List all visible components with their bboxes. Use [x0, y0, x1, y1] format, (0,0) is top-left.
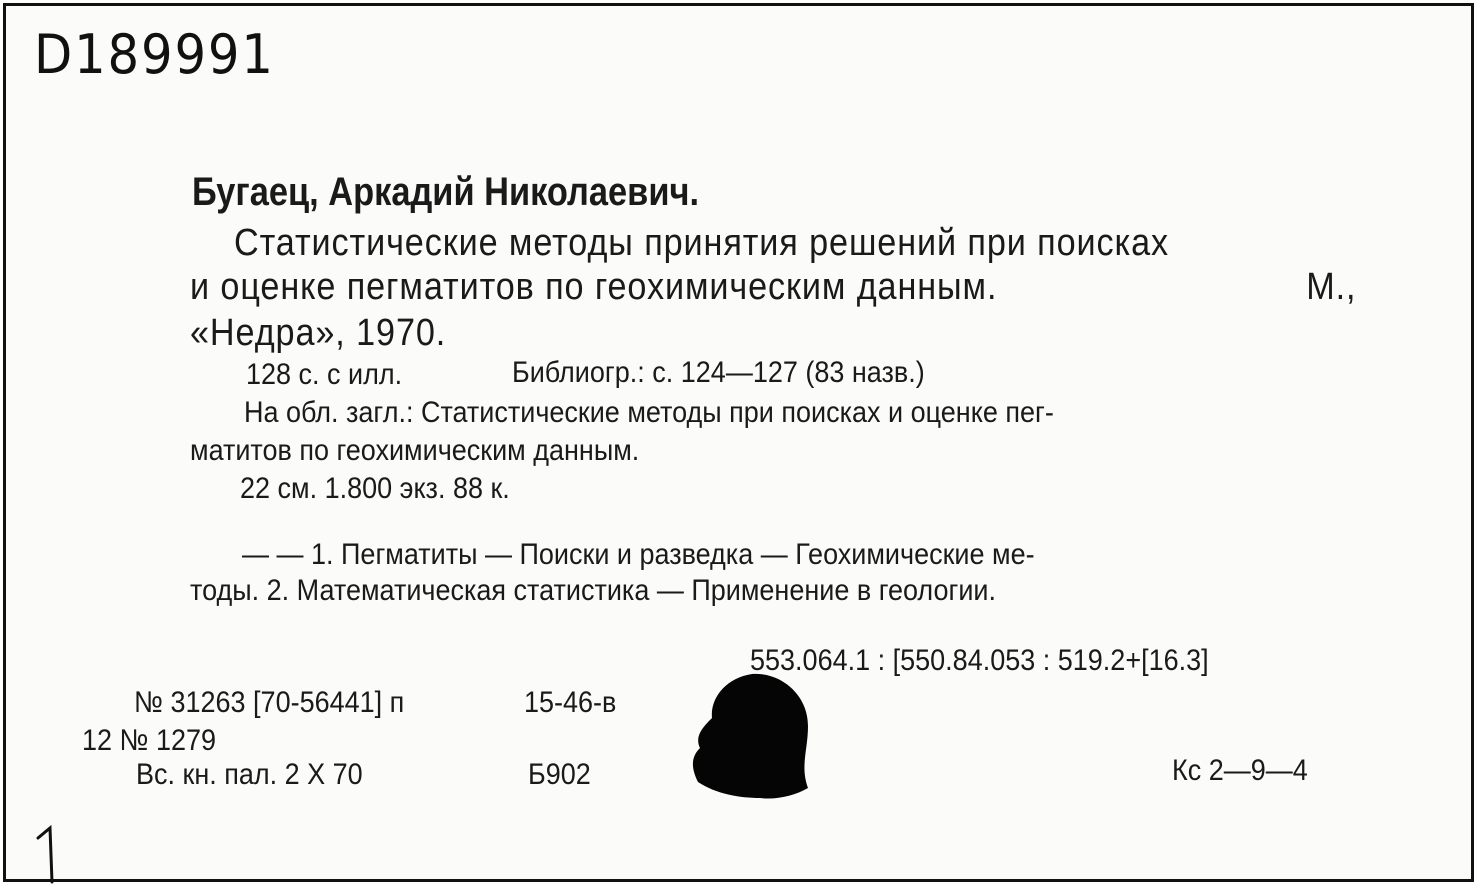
title-line-2-text: и оценке пегматитов по геохимическим данным. [190, 266, 998, 308]
stamp-number: D189991 [34, 23, 275, 86]
title-line-1: Статистические методы принятия решений при поисках [234, 222, 1170, 264]
card-code: Кс 2—9—4 [1172, 754, 1308, 787]
cover-title-line-2: матитов по геохимическим данным. [190, 434, 640, 467]
subjects-line-1: — — 1. Пегматиты — Поиски и разведка — Геохимические ме- [242, 538, 1035, 571]
ink-blot [690, 670, 814, 802]
title-line-2 [190, 268, 1356, 306]
extent: 128 с. с илл. [246, 358, 403, 391]
handwritten-mark [34, 824, 64, 884]
chamber-code: Б902 [528, 758, 591, 791]
subjects-line-2: тоды. 2. Математическая статистика — Применение в геологии. [190, 574, 996, 607]
classification-index: 553.064.1 : [550.84.053 : 519.2+[16.3] [750, 644, 1209, 677]
author-heading: Бугаец, Аркадий Николаевич. [192, 170, 699, 214]
title-line-3: «Недра», 1970. [190, 312, 447, 354]
book-chamber: Вс. кн. пал. 2 X 70 [136, 758, 363, 791]
record-number: № 31263 [70-56441] п [134, 686, 405, 719]
record-code: 15-46-в [524, 686, 617, 719]
bibliography: Библиогр.: с. 124—127 (83 назв.) [512, 356, 925, 389]
cover-title-line-1: На обл. загл.: Статистические методы при поисках и оценке пег- [244, 396, 1054, 429]
publisher-city: М., [1306, 266, 1357, 308]
catalog-card [3, 3, 1474, 882]
record-line-2: 12 № 1279 [82, 724, 217, 757]
size-price: 22 см. 1.800 экз. 88 к. [240, 472, 510, 505]
